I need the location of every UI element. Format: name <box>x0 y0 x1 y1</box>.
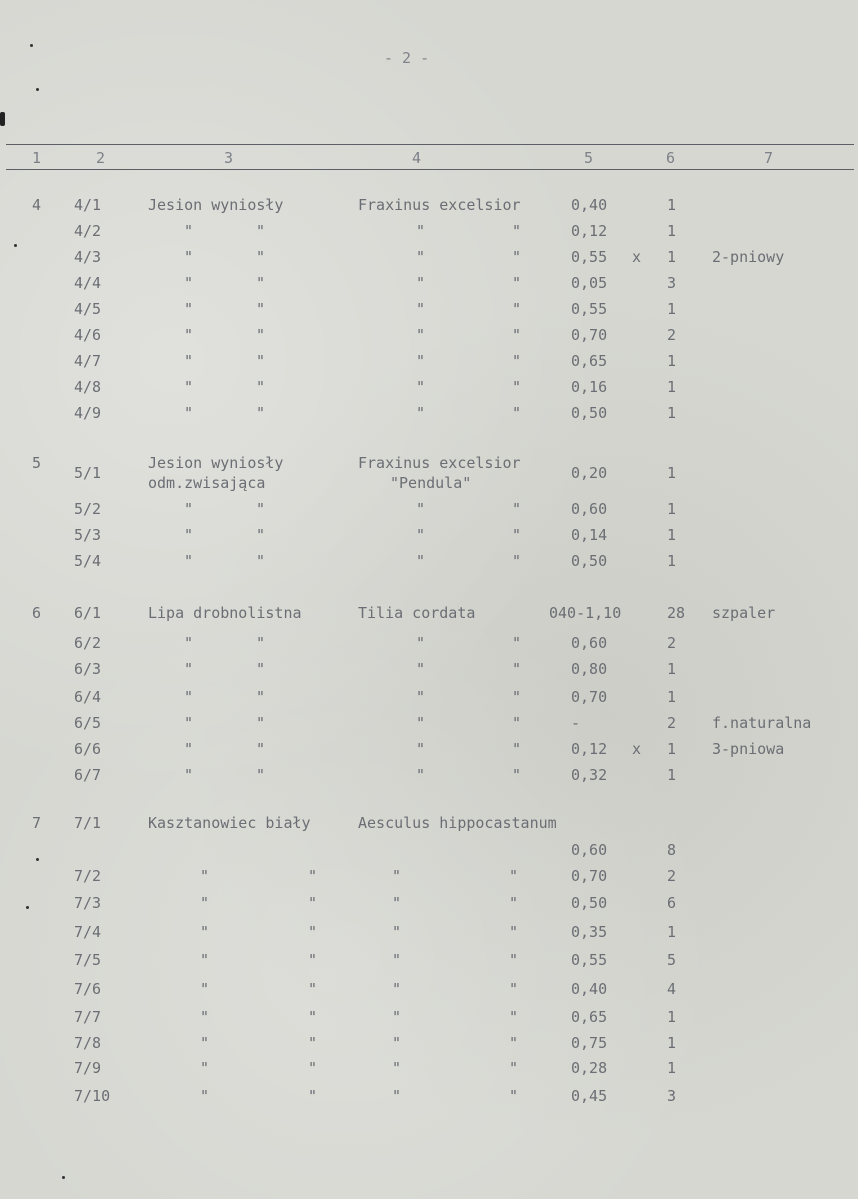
tree-count: 1 <box>667 300 677 318</box>
tree-count: 1 <box>667 923 677 941</box>
ditto-mark: " <box>509 980 519 998</box>
ditto-mark: " <box>416 688 426 706</box>
ditto-mark: " <box>256 688 266 706</box>
ditto-mark: " <box>308 1059 318 1077</box>
ditto-mark: " <box>392 1034 402 1052</box>
tree-id: 4/6 <box>74 326 102 344</box>
species-name-pl: Jesion wyniosły <box>148 196 284 214</box>
trunk-diameter: 0,28 <box>571 1059 608 1077</box>
ditto-mark: " <box>256 352 266 370</box>
tree-count: 1 <box>667 688 677 706</box>
ditto-mark: " <box>256 378 266 396</box>
ditto-mark: " <box>200 1059 210 1077</box>
ditto-mark: " <box>392 894 402 912</box>
ditto-mark: " <box>509 1034 519 1052</box>
ditto-mark: " <box>200 1034 210 1052</box>
ditto-mark: " <box>184 500 194 518</box>
ditto-mark: " <box>512 352 522 370</box>
section-number: 4 <box>32 196 42 214</box>
ditto-mark: " <box>392 1087 402 1105</box>
trunk-diameter: 0,20 <box>571 464 608 482</box>
tree-id: 6/3 <box>74 660 102 678</box>
ditto-mark: " <box>256 526 266 544</box>
tree-count: 2 <box>667 867 677 885</box>
ditto-mark: " <box>256 248 266 266</box>
tree-count: 1 <box>667 196 677 214</box>
trunk-diameter: 0,60 <box>571 500 608 518</box>
tree-id: 6/7 <box>74 766 102 784</box>
ditto-mark: " <box>416 740 426 758</box>
tree-count: 1 <box>667 500 677 518</box>
ditto-mark: " <box>200 867 210 885</box>
tree-count: 3 <box>667 1087 677 1105</box>
trunk-diameter: 0,50 <box>571 894 608 912</box>
column-header-6: 6 <box>666 149 676 167</box>
tree-id: 5/3 <box>74 526 102 544</box>
ditto-mark: " <box>200 951 210 969</box>
tree-count: 28 <box>667 604 686 622</box>
tree-count: 1 <box>667 1059 677 1077</box>
tree-id: 7/4 <box>74 923 102 941</box>
ditto-mark: " <box>256 404 266 422</box>
ditto-mark: " <box>512 688 522 706</box>
tree-count: 1 <box>667 378 677 396</box>
ditto-mark: " <box>308 867 318 885</box>
ditto-mark: " <box>308 1008 318 1026</box>
tree-id: 4/4 <box>74 274 102 292</box>
tree-id: 7/6 <box>74 980 102 998</box>
ditto-mark: " <box>416 660 426 678</box>
ditto-mark: " <box>200 1087 210 1105</box>
tree-id: 4/9 <box>74 404 102 422</box>
tree-id: 4/1 <box>74 196 102 214</box>
tree-count: 8 <box>667 841 677 859</box>
column-header-7: 7 <box>764 149 774 167</box>
ditto-mark: " <box>512 552 522 570</box>
tree-count: 2 <box>667 714 677 732</box>
ditto-mark: " <box>512 248 522 266</box>
ditto-mark: " <box>509 1008 519 1026</box>
ditto-mark: " <box>184 526 194 544</box>
trunk-diameter: 0,14 <box>571 526 608 544</box>
trunk-diameter: 0,80 <box>571 660 608 678</box>
species-name-pl: Lipa drobnolistna <box>148 604 302 622</box>
ditto-mark: " <box>509 923 519 941</box>
tree-count: 2 <box>667 634 677 652</box>
tree-id: 7/3 <box>74 894 102 912</box>
ditto-mark: " <box>392 867 402 885</box>
check-mark: x <box>632 740 642 758</box>
ditto-mark: " <box>512 378 522 396</box>
tree-id: 4/2 <box>74 222 102 240</box>
trunk-diameter: 0,05 <box>571 274 608 292</box>
column-header-4: 4 <box>412 149 422 167</box>
ditto-mark: " <box>184 714 194 732</box>
trunk-diameter: 0,40 <box>571 196 608 214</box>
tree-count: 1 <box>667 1008 677 1026</box>
ditto-mark: " <box>184 740 194 758</box>
ditto-mark: " <box>512 740 522 758</box>
ditto-mark: " <box>256 500 266 518</box>
tree-id: 4/5 <box>74 300 102 318</box>
ditto-mark: " <box>512 660 522 678</box>
remark: szpaler <box>712 604 776 622</box>
trunk-diameter: 0,35 <box>571 923 608 941</box>
ditto-mark: " <box>512 714 522 732</box>
trunk-diameter: 0,45 <box>571 1087 608 1105</box>
ditto-mark: " <box>416 526 426 544</box>
header-rule-top <box>6 144 854 145</box>
ditto-mark: " <box>416 634 426 652</box>
ditto-mark: " <box>184 326 194 344</box>
species-name-latin: Aesculus hippocastanum <box>358 814 557 832</box>
ditto-mark: " <box>308 894 318 912</box>
ditto-mark: " <box>200 894 210 912</box>
ditto-mark: " <box>184 404 194 422</box>
tree-id: 6/2 <box>74 634 102 652</box>
trunk-diameter: 0,65 <box>571 1008 608 1026</box>
ditto-mark: " <box>308 923 318 941</box>
column-header-3: 3 <box>224 149 234 167</box>
trunk-diameter: 0,12 <box>571 740 608 758</box>
ditto-mark: " <box>184 352 194 370</box>
ditto-mark: " <box>256 222 266 240</box>
tree-count: 1 <box>667 248 677 266</box>
tree-id: 7/5 <box>74 951 102 969</box>
species-name-latin: Fraxinus excelsior <box>358 196 521 214</box>
ditto-mark: " <box>416 300 426 318</box>
ditto-mark: " <box>308 980 318 998</box>
ditto-mark: " <box>512 766 522 784</box>
ditto-mark: " <box>416 500 426 518</box>
tree-count: 1 <box>667 222 677 240</box>
tree-id: 5/2 <box>74 500 102 518</box>
ditto-mark: " <box>512 404 522 422</box>
remark: 2-pniowy <box>712 248 785 266</box>
tree-count: 1 <box>667 766 677 784</box>
trunk-diameter: 0,60 <box>571 634 608 652</box>
ditto-mark: " <box>256 714 266 732</box>
trunk-diameter: 0,12 <box>571 222 608 240</box>
trunk-diameter: 040-1,10 <box>549 604 622 622</box>
tree-count: 1 <box>667 404 677 422</box>
ditto-mark: " <box>512 634 522 652</box>
ditto-mark: " <box>416 714 426 732</box>
trunk-diameter: 0,50 <box>571 552 608 570</box>
trunk-diameter: 0,70 <box>571 326 608 344</box>
tree-count: 5 <box>667 951 677 969</box>
ditto-mark: " <box>308 951 318 969</box>
ditto-mark: " <box>512 526 522 544</box>
ditto-mark: " <box>184 222 194 240</box>
tree-count: 1 <box>667 740 677 758</box>
ditto-mark: " <box>509 867 519 885</box>
tree-id: 6/1 <box>74 604 102 622</box>
section-number: 6 <box>32 604 42 622</box>
ditto-mark: " <box>512 300 522 318</box>
ditto-mark: " <box>256 326 266 344</box>
ditto-mark: " <box>509 951 519 969</box>
trunk-diameter: 0,16 <box>571 378 608 396</box>
tree-count: 1 <box>667 352 677 370</box>
section-number: 7 <box>32 814 42 832</box>
ditto-mark: " <box>184 688 194 706</box>
tree-id: 5/1 <box>74 464 102 482</box>
trunk-diameter: 0,55 <box>571 248 608 266</box>
trunk-diameter: 0,65 <box>571 352 608 370</box>
ditto-mark: " <box>416 766 426 784</box>
ditto-mark: " <box>509 894 519 912</box>
check-mark: x <box>632 248 642 266</box>
tree-id: 7/1 <box>74 814 102 832</box>
species-name-latin: Fraxinus excelsior <box>358 454 521 472</box>
ditto-mark: " <box>256 274 266 292</box>
trunk-diameter: 0,60 <box>571 841 608 859</box>
ditto-mark: " <box>256 766 266 784</box>
species-name-latin-line2: "Pendula" <box>390 474 472 492</box>
trunk-diameter: 0,75 <box>571 1034 608 1052</box>
ditto-mark: " <box>184 552 194 570</box>
ditto-mark: " <box>392 980 402 998</box>
ditto-mark: " <box>184 248 194 266</box>
ditto-mark: " <box>308 1034 318 1052</box>
tree-id: 6/6 <box>74 740 102 758</box>
ditto-mark: " <box>512 326 522 344</box>
tree-count: 6 <box>667 894 677 912</box>
tree-count: 4 <box>667 980 677 998</box>
ditto-mark: " <box>392 923 402 941</box>
ditto-mark: " <box>184 378 194 396</box>
ditto-mark: " <box>308 1087 318 1105</box>
tree-id: 7/2 <box>74 867 102 885</box>
trunk-diameter: 0,55 <box>571 300 608 318</box>
ditto-mark: " <box>416 274 426 292</box>
trunk-diameter: 0,70 <box>571 867 608 885</box>
tree-id: 4/8 <box>74 378 102 396</box>
ditto-mark: " <box>256 552 266 570</box>
ditto-mark: " <box>184 274 194 292</box>
tree-id: 7/8 <box>74 1034 102 1052</box>
ditto-mark: " <box>200 1008 210 1026</box>
species-name-pl: Jesion wyniosły <box>148 454 284 472</box>
remark: f.naturalna <box>712 714 812 732</box>
ditto-mark: " <box>184 660 194 678</box>
trunk-diameter: 0,40 <box>571 980 608 998</box>
ditto-mark: " <box>392 951 402 969</box>
tree-count: 2 <box>667 326 677 344</box>
ditto-mark: " <box>392 1008 402 1026</box>
species-name-pl-line2: odm.zwisająca <box>148 474 266 492</box>
tree-id: 5/4 <box>74 552 102 570</box>
ditto-mark: " <box>416 552 426 570</box>
ditto-mark: " <box>256 740 266 758</box>
trunk-diameter: 0,50 <box>571 404 608 422</box>
column-header-1: 1 <box>32 149 42 167</box>
tree-id: 6/4 <box>74 688 102 706</box>
ditto-mark: " <box>512 500 522 518</box>
tree-count: 1 <box>667 552 677 570</box>
tree-id: 7/9 <box>74 1059 102 1077</box>
column-header-2: 2 <box>96 149 106 167</box>
tree-id: 7/7 <box>74 1008 102 1026</box>
species-name-latin: Tilia cordata <box>358 604 476 622</box>
ditto-mark: " <box>509 1087 519 1105</box>
tree-id: 6/5 <box>74 714 102 732</box>
trunk-diameter: - <box>571 714 581 732</box>
page-number: - 2 - <box>384 49 430 67</box>
ditto-mark: " <box>416 326 426 344</box>
trunk-diameter: 0,70 <box>571 688 608 706</box>
tree-count: 1 <box>667 1034 677 1052</box>
tree-count: 1 <box>667 526 677 544</box>
ditto-mark: " <box>416 248 426 266</box>
ditto-mark: " <box>392 1059 402 1077</box>
tree-count: 1 <box>667 464 677 482</box>
remark: 3-pniowa <box>712 740 785 758</box>
ditto-mark: " <box>416 222 426 240</box>
ditto-mark: " <box>416 378 426 396</box>
ditto-mark: " <box>256 660 266 678</box>
tree-count: 1 <box>667 660 677 678</box>
tree-id: 4/7 <box>74 352 102 370</box>
ditto-mark: " <box>512 274 522 292</box>
trunk-diameter: 0,55 <box>571 951 608 969</box>
ditto-mark: " <box>256 634 266 652</box>
tree-id: 7/10 <box>74 1087 111 1105</box>
species-name-pl: Kasztanowiec biały <box>148 814 311 832</box>
section-number: 5 <box>32 454 42 472</box>
tree-id: 4/3 <box>74 248 102 266</box>
tree-count: 3 <box>667 274 677 292</box>
ditto-mark: " <box>256 300 266 318</box>
trunk-diameter: 0,32 <box>571 766 608 784</box>
ditto-mark: " <box>184 634 194 652</box>
ditto-mark: " <box>512 222 522 240</box>
ditto-mark: " <box>416 404 426 422</box>
column-header-5: 5 <box>584 149 594 167</box>
ditto-mark: " <box>509 1059 519 1077</box>
header-rule-bottom <box>6 169 854 170</box>
ditto-mark: " <box>200 923 210 941</box>
ditto-mark: " <box>184 766 194 784</box>
ditto-mark: " <box>184 300 194 318</box>
ditto-mark: " <box>416 352 426 370</box>
ditto-mark: " <box>200 980 210 998</box>
